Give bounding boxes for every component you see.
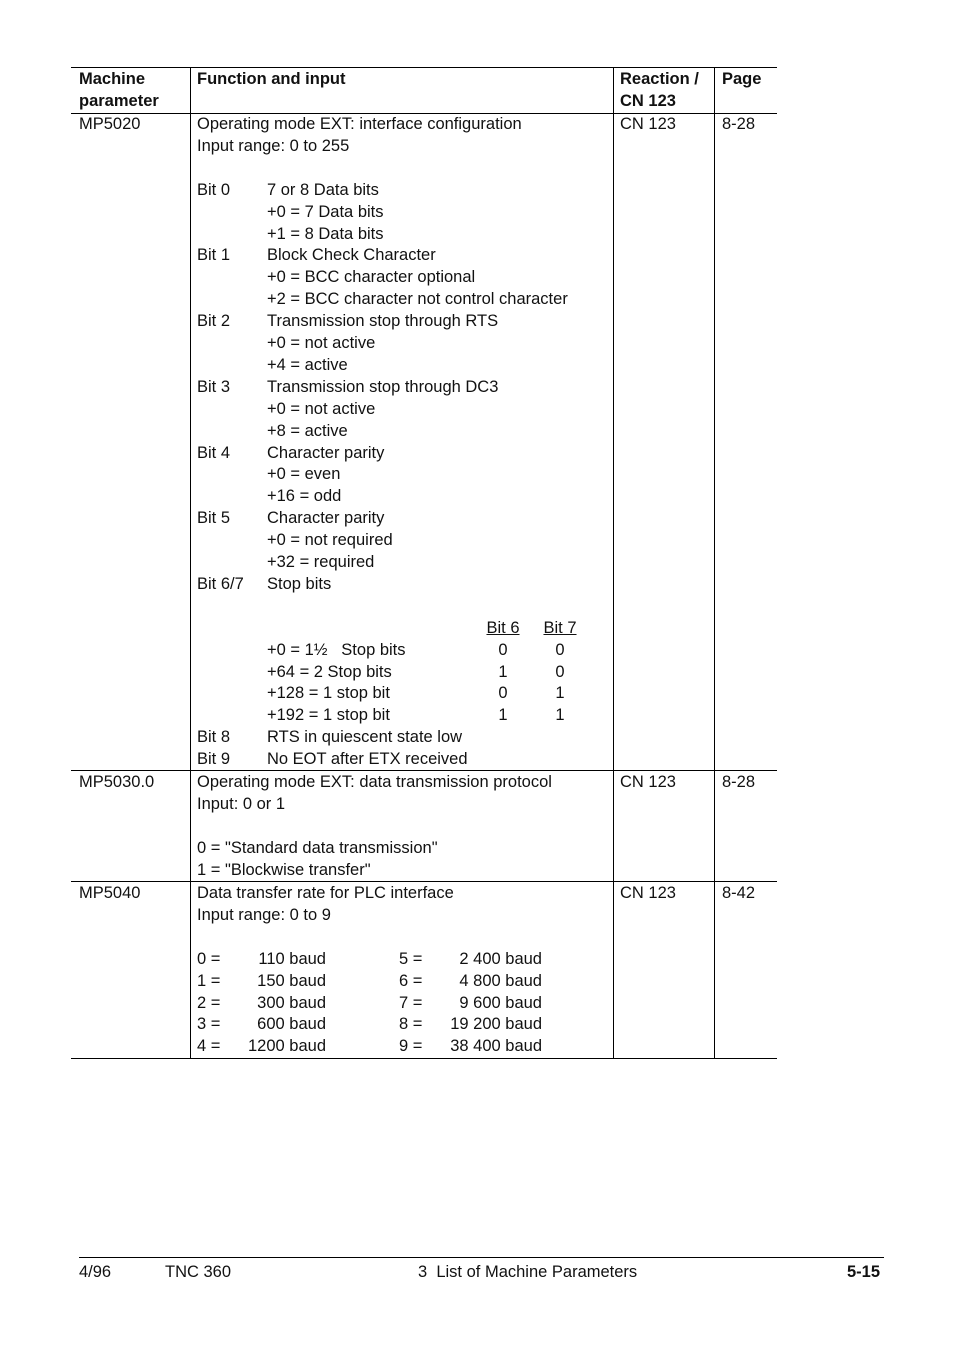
baud-value: 38 400 baud bbox=[450, 1037, 542, 1056]
bit-description: +16 = odd bbox=[267, 487, 342, 506]
bit-label: Bit 8 bbox=[197, 728, 231, 747]
bit-label: Bit 0 bbox=[197, 180, 231, 199]
col-divider-3 bbox=[714, 67, 715, 1058]
stop-table-label: +128 = 1 stop bit bbox=[267, 684, 390, 703]
stop-table-bit6: 0 bbox=[498, 640, 508, 659]
bit-description: Block Check Character bbox=[267, 246, 436, 265]
baud-value: 19 200 baud bbox=[450, 1015, 542, 1034]
baud-key: 2 = bbox=[197, 993, 221, 1012]
header-page: Page bbox=[722, 70, 762, 88]
header-parameter: parameter bbox=[79, 92, 159, 110]
bit-description: +4 = active bbox=[267, 355, 348, 374]
header-function: Function and input bbox=[197, 70, 346, 88]
header-cn: CN 123 bbox=[620, 92, 676, 110]
baud-key: 1 = bbox=[197, 971, 221, 990]
header-machine: Machine bbox=[79, 70, 146, 88]
stop-table-col-bit7: Bit 7 bbox=[543, 618, 577, 637]
row3-page: 8-42 bbox=[722, 884, 756, 902]
row2-range: Input: 0 or 1 bbox=[197, 794, 286, 813]
row3-reaction: CN 123 bbox=[620, 884, 676, 902]
row1-range: Input range: 0 to 255 bbox=[197, 136, 350, 155]
bit-description: No EOT after ETX received bbox=[267, 750, 468, 769]
table-bottom-rule bbox=[71, 1058, 777, 1059]
bit-description: RTS in quiescent state low bbox=[267, 728, 463, 747]
bit-description: Transmission stop through RTS bbox=[267, 312, 499, 331]
stop-table-bit7: 1 bbox=[555, 706, 565, 725]
baud-key: 7 = bbox=[399, 993, 423, 1012]
baud-value: 600 baud bbox=[257, 1015, 326, 1034]
bit-description: 7 or 8 Data bits bbox=[267, 180, 379, 199]
baud-value: 9 600 baud bbox=[459, 993, 542, 1012]
bit-description: +0 = not active bbox=[267, 399, 376, 418]
baud-key: 5 = bbox=[399, 949, 423, 968]
row2-param: MP5030.0 bbox=[79, 773, 155, 791]
bit-label: Bit 5 bbox=[197, 509, 231, 528]
footer-page-number: 5-15 bbox=[846, 1263, 880, 1281]
bit-description: Transmission stop through DC3 bbox=[267, 377, 499, 396]
stop-table-col-bit6: Bit 6 bbox=[486, 618, 520, 637]
row1-param: MP5020 bbox=[79, 115, 141, 133]
baud-key: 4 = bbox=[197, 1037, 221, 1056]
stop-table-bit6: 1 bbox=[498, 706, 508, 725]
stop-table-label: +0 = 1½ Stop bits bbox=[267, 640, 406, 659]
stop-table-bit6: 0 bbox=[498, 684, 508, 703]
bit-description: +0 = not required bbox=[267, 531, 393, 550]
row3-title: Data transfer rate for PLC interface bbox=[197, 884, 454, 902]
stop-table-bit7: 0 bbox=[555, 662, 565, 681]
stop-table-bit6: 1 bbox=[498, 662, 508, 681]
row2-title: Operating mode EXT: data transmission protocol bbox=[197, 773, 552, 791]
bit-description: +0 = 7 Data bits bbox=[267, 202, 384, 221]
row3-range: Input range: 0 to 9 bbox=[197, 905, 331, 924]
footer-model: TNC 360 bbox=[165, 1263, 232, 1281]
baud-value: 150 baud bbox=[257, 971, 326, 990]
bit-label: Bit 3 bbox=[197, 377, 231, 396]
row2-option-0: 0 = "Standard data transmission" bbox=[197, 838, 438, 857]
bit-description: +32 = required bbox=[267, 553, 375, 571]
header-reaction: Reaction / bbox=[620, 70, 699, 88]
row3-param: MP5040 bbox=[79, 884, 141, 902]
baud-value: 4 800 baud bbox=[459, 971, 542, 990]
col-divider-2 bbox=[613, 67, 614, 1058]
row2-reaction: CN 123 bbox=[620, 773, 676, 791]
row1-reaction: CN 123 bbox=[620, 115, 676, 133]
footer-chapter: 3 List of Machine Parameters bbox=[418, 1263, 638, 1281]
row1-title: Operating mode EXT: interface configuration bbox=[197, 115, 522, 133]
stop-table-label: +64 = 2 Stop bits bbox=[267, 662, 392, 681]
footer-date: 4/96 bbox=[79, 1263, 112, 1281]
row2-option-1: 1 = "Blockwise transfer" bbox=[197, 860, 371, 879]
baud-key: 0 = bbox=[197, 949, 221, 968]
stop-table-bit7: 0 bbox=[555, 640, 565, 659]
bit-label: Bit 4 bbox=[197, 443, 231, 462]
bit-description: Character parity bbox=[267, 443, 385, 462]
bit-description: +8 = active bbox=[267, 421, 348, 440]
baud-key: 8 = bbox=[399, 1015, 423, 1034]
bit-label: Bit 6/7 bbox=[197, 574, 244, 593]
baud-value: 2 400 baud bbox=[459, 949, 542, 968]
stop-table-bit7: 1 bbox=[555, 684, 565, 703]
row1-page: 8-28 bbox=[722, 115, 756, 133]
bit-description: +2 = BCC character not control character bbox=[267, 290, 568, 309]
col-divider-1 bbox=[190, 67, 191, 1058]
bit-description: +1 = 8 Data bits bbox=[267, 224, 384, 243]
bit-label: Bit 1 bbox=[197, 246, 231, 265]
footer-rule bbox=[79, 1257, 884, 1258]
bit-description: +0 = even bbox=[267, 465, 341, 484]
baud-value: 1200 baud bbox=[248, 1037, 326, 1056]
bit-description: Character parity bbox=[267, 509, 385, 528]
baud-key: 3 = bbox=[197, 1015, 221, 1034]
bit-description: +0 = BCC character optional bbox=[267, 268, 476, 287]
baud-value: 300 baud bbox=[257, 993, 326, 1012]
bit-description: +0 = not active bbox=[267, 334, 376, 352]
baud-value: 110 baud bbox=[258, 949, 326, 968]
bit-description: Stop bits bbox=[267, 574, 332, 593]
row2-page: 8-28 bbox=[722, 773, 756, 791]
stop-table-label: +192 = 1 stop bit bbox=[267, 706, 390, 725]
baud-key: 6 = bbox=[399, 971, 423, 990]
bit-label: Bit 2 bbox=[197, 312, 231, 331]
baud-key: 9 = bbox=[399, 1037, 423, 1056]
bit-label: Bit 9 bbox=[197, 750, 231, 769]
